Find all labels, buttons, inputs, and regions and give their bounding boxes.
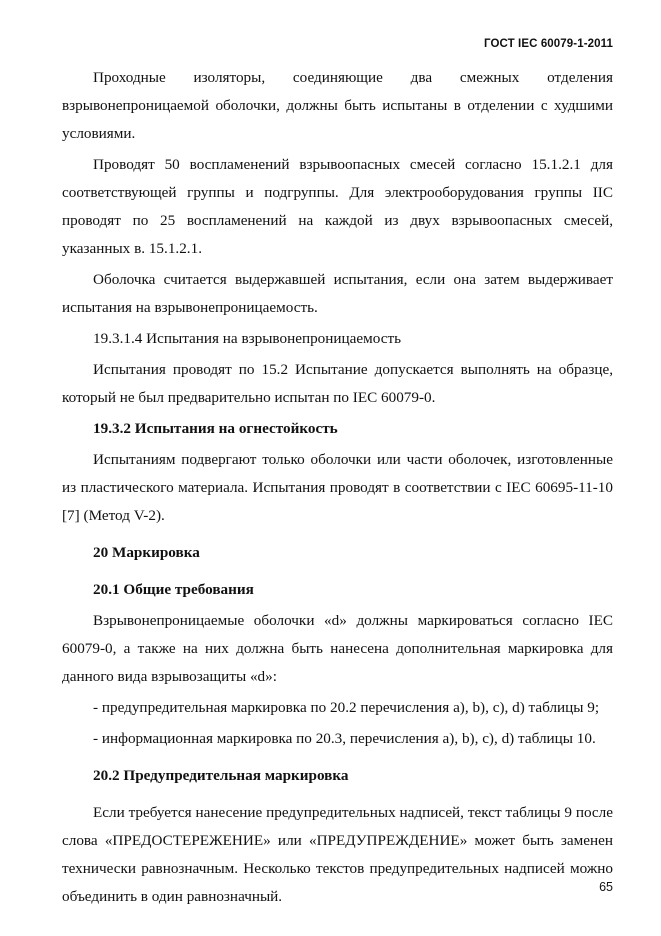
document-header: ГОСТ IEC 60079-1-2011 (484, 38, 613, 50)
body-paragraph: Взрывонепроницаемые оболочки «d» должны маркироваться согласно IEC 60079-0, а также на них должна быть нанесена дополнительная маркировка для данного вида взрывозащиты «d»: (62, 612, 613, 685)
body-paragraph: Проводят 50 воспламенений взрывоопасных смесей согласно 15.1.2.1 для соответствующей группы и подгруппы. Для электрооборудования группы IIC проводят по 25 воспламенений на каждой из двух взрывоопасных смесей, указанных в. 15.1.2.1. (62, 156, 613, 257)
section-heading: 20.2 Предупредительная маркировка (93, 767, 349, 784)
section-heading: 20 Маркировка (93, 544, 200, 561)
page-number: 65 (599, 880, 613, 894)
body-paragraph: Оболочка считается выдержавшей испытания, если она затем выдерживает испытания на взрывонепроницаемость. (62, 271, 613, 316)
section-heading: 19.3.2 Испытания на огнестойкость (93, 420, 338, 437)
list-item: - информационная маркировка по 20.3, перечисления а), b), c), d) таблицы 10. (93, 730, 596, 747)
clause-title: 19.3.1.4 Испытания на взрывонепроницаемость (93, 330, 402, 347)
list-item: - предупредительная маркировка по 20.2 перечисления а), b), c), d) таблицы 9; (93, 699, 600, 716)
body-paragraph: Испытаниям подвергают только оболочки или части оболочек, изготовленные из пластического материала. Испытания проводят в соответствии с IEC 60695-11-10 [7] (Метод V-2). (62, 451, 613, 524)
body-paragraph: Испытания проводят по 15.2 Испытание допускается выполнять на образце, который не был предварительно испытан по IEC 60079-0. (62, 361, 613, 406)
page-body (62, 64, 613, 911)
section-heading: 20.1 Общие требования (93, 581, 254, 598)
body-paragraph: Если требуется нанесение предупредительных надписей, текст таблицы 9 после слова «ПРЕДОСТЕРЕЖЕНИЕ» или «ПРЕДУПРЕЖДЕНИЕ» может быть заменен технически равнозначным. Несколько текстов предупредительных надписей можно объединить в один равнозначный. (62, 804, 613, 905)
body-paragraph: Проходные изоляторы, соединяющие два смежных отделения взрывонепроницаемой оболочки, должны быть испытаны в отделении с худшими условиями. (62, 69, 613, 142)
